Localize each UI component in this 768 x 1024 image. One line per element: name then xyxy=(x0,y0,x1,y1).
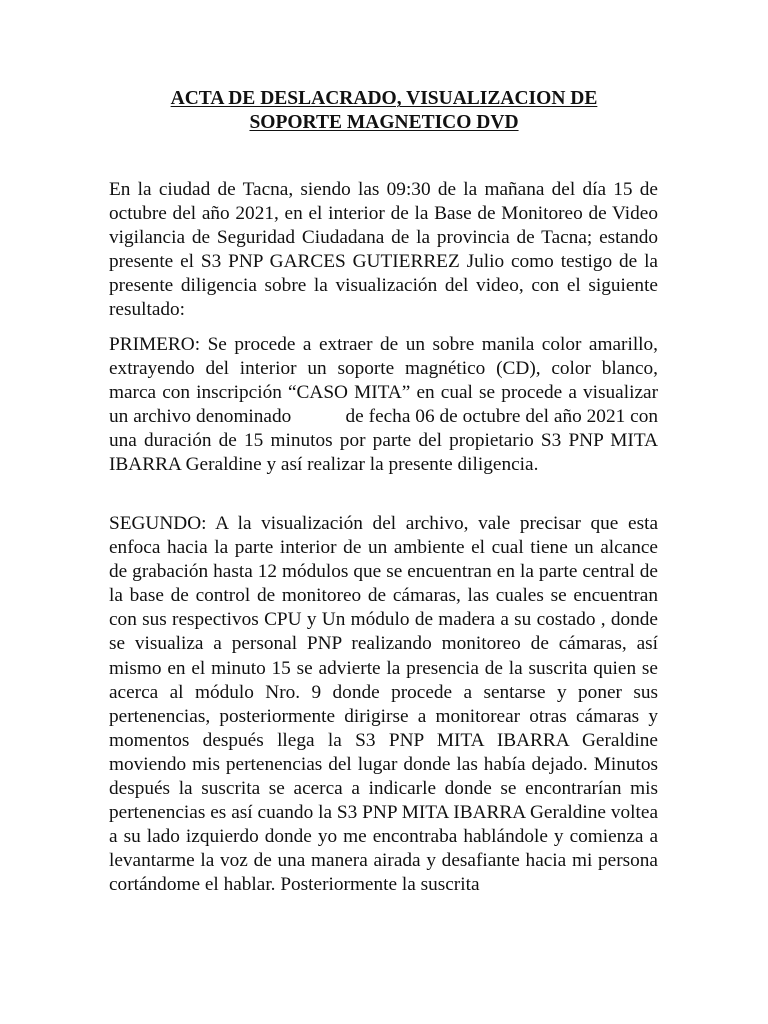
paragraph-segundo: SEGUNDO: A la visualización del archivo, vale precisar que esta enfoca hacia la parte interior de un ambiente el cual tiene un alcance de grabación hasta 12 módulos que se encuentran en la parte central de la base de control de monitoreo de cámaras, las cuales se encuentran con sus respectivos CPU y Un módulo de madera a su costado , donde se visualiza a personal PNP realizando monitoreo de cámaras, así mismo en el minuto 15 se advierte la presencia de la suscrita quien se acerca al módulo Nro. 9 donde procede a sentarse y poner sus pertenencias, posteriormente dirigirse a monitorear otras cámaras y momentos después llega la S3 PNP MITA IBARRA Geraldine moviendo mis pertenencias del lugar donde las había dejado. Minutos después la suscrita se acerca a indicarle donde se encontrarían mis pertenencias es así cuando la S3 PNP MITA IBARRA Geraldine voltea a su lado izquierdo donde yo me encontraba hablándole y comienza a levantarme la voz de una manera airada y desafiante hacia mi persona cortándome el hablar. Posteriormente la suscrita xyxy=(109,513,658,896)
paragraph-primero: PRIMERO: Se procede a extraer de un sobre manila color amarillo, extrayendo del interior un soporte magnético (CD), color blanco, marca con inscripción “CASO MITA” en cual se procede a visualizar un archivo denominado de fecha 06 de octubre del año 2021 con una duración de 15 minutos por parte del propietario S3 PNP MITA IBARRA Geraldine y así realizar la presente diligencia. xyxy=(109,334,658,476)
document-title xyxy=(109,87,659,135)
title-line-1: ACTA DE DESLACRADO, VISUALIZACION DE xyxy=(170,88,598,109)
paragraph-intro: En la ciudad de Tacna, siendo las 09:30 de la mañana del día 15 de octubre del año 2021, en el interior de la Base de Monitoreo de Video vigilancia de Seguridad Ciudadana de la provincia de Tacna; estando presente el S3 PNP GARCES GUTIERREZ Julio como testigo de la presente diligencia sobre la visualización del video, con el siguiente resultado: xyxy=(109,179,658,321)
title-line-2: SOPORTE MAGNETICO DVD xyxy=(249,112,519,133)
